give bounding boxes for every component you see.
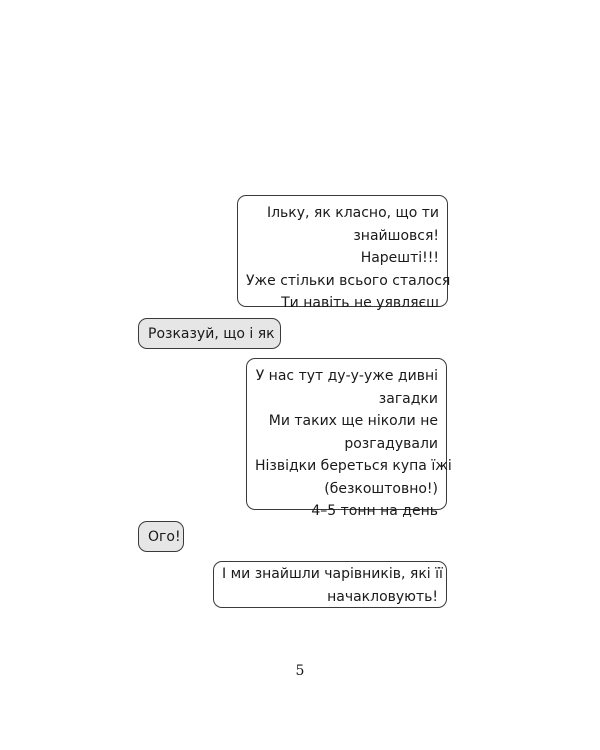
message-bubble-sent [246, 358, 452, 519]
message-line: І ми знайшли чарівників, які її [222, 566, 443, 582]
message-bubble-sent [213, 561, 447, 608]
message-line: (безкоштовно!) [324, 480, 438, 497]
message-line: знайшовся! [353, 227, 439, 244]
message-line: Нарешті!!! [360, 250, 439, 266]
message-line: 4–5 тонн на день [311, 503, 438, 519]
message-bubble-received [138, 521, 184, 552]
message-bubble-sent [237, 195, 451, 311]
message-line: начакловують! [327, 588, 438, 605]
page-number: 5 [295, 663, 305, 679]
message-bubble-received [138, 318, 281, 349]
message-line: розгадували [344, 435, 438, 452]
message-line: Уже стільки всього сталося [246, 272, 451, 289]
message-line: Ільку, як класно, що ти [266, 205, 439, 221]
message-line: У нас тут ду-у-уже дивні [255, 368, 438, 384]
message-line: Ого! [148, 529, 181, 545]
message-line: загадки [378, 390, 438, 407]
message-line: Нізвідки береться купа їжі [255, 458, 452, 474]
message-line: Розказуй, що і як [148, 326, 275, 342]
message-line: Ми таких ще ніколи не [268, 413, 438, 429]
message-line: Ти навіть не уявляєш [281, 295, 439, 311]
